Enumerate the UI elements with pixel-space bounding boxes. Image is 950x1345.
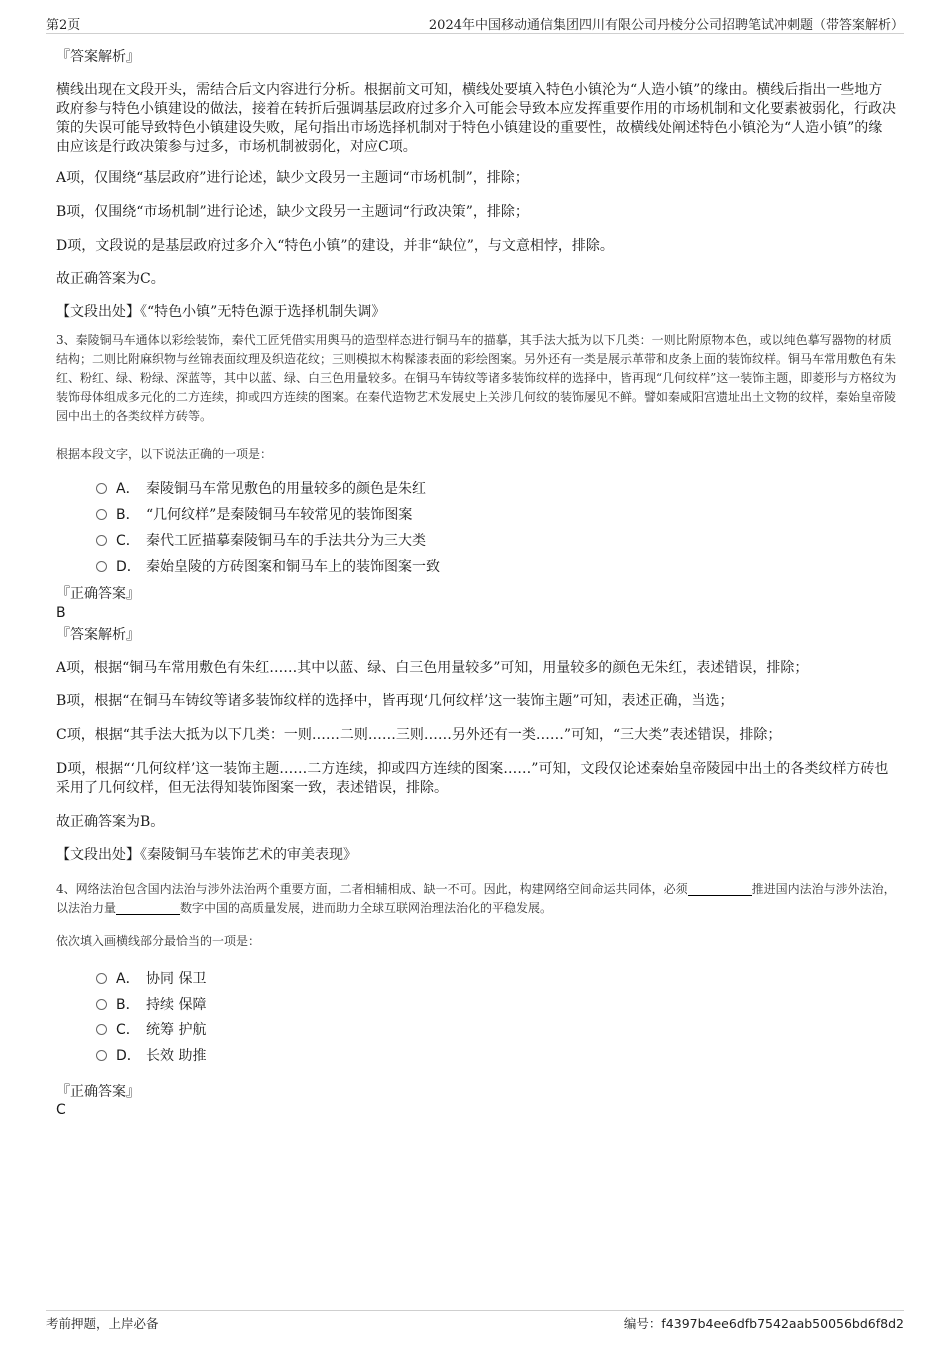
radio-icon[interactable] <box>96 973 107 984</box>
radio-icon[interactable] <box>96 999 107 1010</box>
q3-prompt: 根据本段文字，以下说法正确的一项是： <box>56 447 273 461</box>
q3-analysis-option-b: B项，根据“在铜马车铸纹等诸多装饰纹样的选择中，皆再现‘几何纹样’这一装饰主题”可知，表述正确，当选； <box>56 693 734 709</box>
q4-option-d[interactable]: D． 长效 助推 <box>96 1047 206 1066</box>
q4-stem: 4、网络法治包含国内法治与涉外法治两个重要方面，二者相辅相成、缺一不可。因此，构建网络空间命运共同体，必须 推进国内法治与涉外法治，以法治力量 数字中国的高质量发展，进而助力全球互联网治理法治化的平稳发展。 <box>56 882 896 915</box>
q3-option-d[interactable]: D． 秦始皇陵的方砖图案和铜马车上的装饰图案一致 <box>96 558 440 577</box>
fill-blank-2 <box>116 902 180 915</box>
footer-slogan: 考前押题，上岸必备 <box>46 1316 159 1331</box>
radio-icon[interactable] <box>96 509 107 520</box>
q4-option-c[interactable]: C． 统筹 护航 <box>96 1021 206 1040</box>
q3-conclusion: 故正确答案为B。 <box>56 814 165 830</box>
radio-icon[interactable] <box>96 1050 107 1061</box>
q4-prompt: 依次填入画横线部分最恰当的一项是： <box>56 934 261 948</box>
q4-answer: C <box>56 1102 66 1118</box>
q2-source: 【文段出处】《“特色小镇”无特色源于选择机制失调》 <box>56 304 386 320</box>
q3-option-a[interactable]: A． 秦陵铜马车常见敷色的用量较多的颜色是朱红 <box>96 480 426 499</box>
q3-analysis-option-c: C项，根据“其手法大抵为以下几类：一则……二则……三则……另外还有一类……”可知，“三大类”表述错误，排除； <box>56 727 782 743</box>
q3-option-c[interactable]: C． 秦代工匠描摹秦陵铜马车的手法共分为三大类 <box>96 532 426 551</box>
footer-serial: 编号：f4397b4ee6dfb7542aab50056bd6f8d2 <box>623 1316 904 1331</box>
q4-option-a[interactable]: A． 协同 保卫 <box>96 970 206 989</box>
radio-icon[interactable] <box>96 561 107 572</box>
document-title: 2024年中国移动通信集团四川有限公司丹棱分公司招聘笔试冲刺题（带答案解析） <box>428 18 904 33</box>
q3-option-b[interactable]: B． “几何纹样”是秦陵铜马车较常见的装饰图案 <box>96 506 412 525</box>
q3-analysis-option-d: D项，根据“‘几何纹样’这一装饰主题……二方连续，抑或四方连续的图案……”可知，文段仅论述秦始皇帝陵园中出土的各类纹样方砖也采用了几何纹样，但无法得知装饰图案一致，表述错误，排除。 <box>56 761 889 796</box>
q3-stem: 3、秦陵铜马车通体以彩绘装饰，秦代工匠凭借实用舆马的造型样态进行铜马车的描摹，其手法大抵为以下几类：一则比附原物本色，或以纯色摹写器物的材质结构；二则比附麻织物与丝锦表面纹理及织造花纹；三则模拟木构髹漆表面的彩绘图案。另外还有一类是展示革带和皮条上面的装饰纹样。铜马车常用敷色有朱红、粉红、绿、粉绿、深蓝等，其中以蓝、绿、白三色用量较多。在铜马车铸纹等诸多装饰纹样的选择中，皆再现“几何纹样”这一装饰主题，即菱形与方格纹为装饰母体组成多元化的二方连续，抑或四方连续的图案。在秦代造物艺术发展史上关涉几何纹的装饰屡见不鲜。譬如秦咸阳宫遗址出土文物的纹样，秦始皇帝陵园中出土的各类纹样方砖等。 <box>56 333 897 423</box>
q2-analysis-option-a: A项，仅围绕“基层政府”进行论述，缺少文段另一主题词“市场机制”，排除； <box>56 170 529 186</box>
q2-conclusion: 故正确答案为C。 <box>56 271 165 287</box>
q3-analysis-label: 『答案解析』 <box>56 627 140 643</box>
q4-answer-label: 『正确答案』 <box>56 1084 140 1100</box>
header-divider <box>46 33 904 34</box>
q3-analysis-option-a: A项，根据“铜马车常用敷色有朱红……其中以蓝、绿、白三色用量较多”可知，用量较多的颜色无朱红，表述错误，排除； <box>56 660 809 676</box>
q3-source: 【文段出处】《秦陵铜马车装饰艺术的审美表现》 <box>56 847 357 863</box>
q3-answer-label: 『正确答案』 <box>56 586 140 602</box>
q4-option-b[interactable]: B． 持续 保障 <box>96 996 206 1015</box>
fill-blank-1 <box>688 883 752 896</box>
q2-analysis-option-d: D项，文段说的是基层政府过多介入“特色小镇”的建设，并非“缺位”，与文意相悖，排除。 <box>56 238 614 254</box>
q3-answer: B <box>56 605 66 621</box>
radio-icon[interactable] <box>96 1024 107 1035</box>
radio-icon[interactable] <box>96 535 107 546</box>
page-number: 第2页 <box>46 18 81 33</box>
q2-analysis-label: 『答案解析』 <box>56 49 140 65</box>
footer-divider <box>46 1310 904 1311</box>
q2-analysis-option-b: B项，仅围绕“市场机制”进行论述，缺少文段另一主题词“行政决策”，排除； <box>56 204 529 220</box>
radio-icon[interactable] <box>96 483 107 494</box>
q2-analysis-text: 横线出现在文段开头，需结合后文内容进行分析。根据前文可知，横线处要填入特色小镇沦为“人造小镇”的缘由。横线后指出一些地方政府参与特色小镇建设的做法，接着在转折后强调基层政府过多介入可能会导致本应发挥重要作用的市场机制和文化要素被弱化，行政决策的失误可能导致特色小镇建设失败，尾句指出市场选择机制对于特色小镇建设的重要性，故横线处阐述特色小镇沦为“人造小镇”的缘由应该是行政决策参与过多，市场机制被弱化，对应C项。 <box>56 82 896 155</box>
